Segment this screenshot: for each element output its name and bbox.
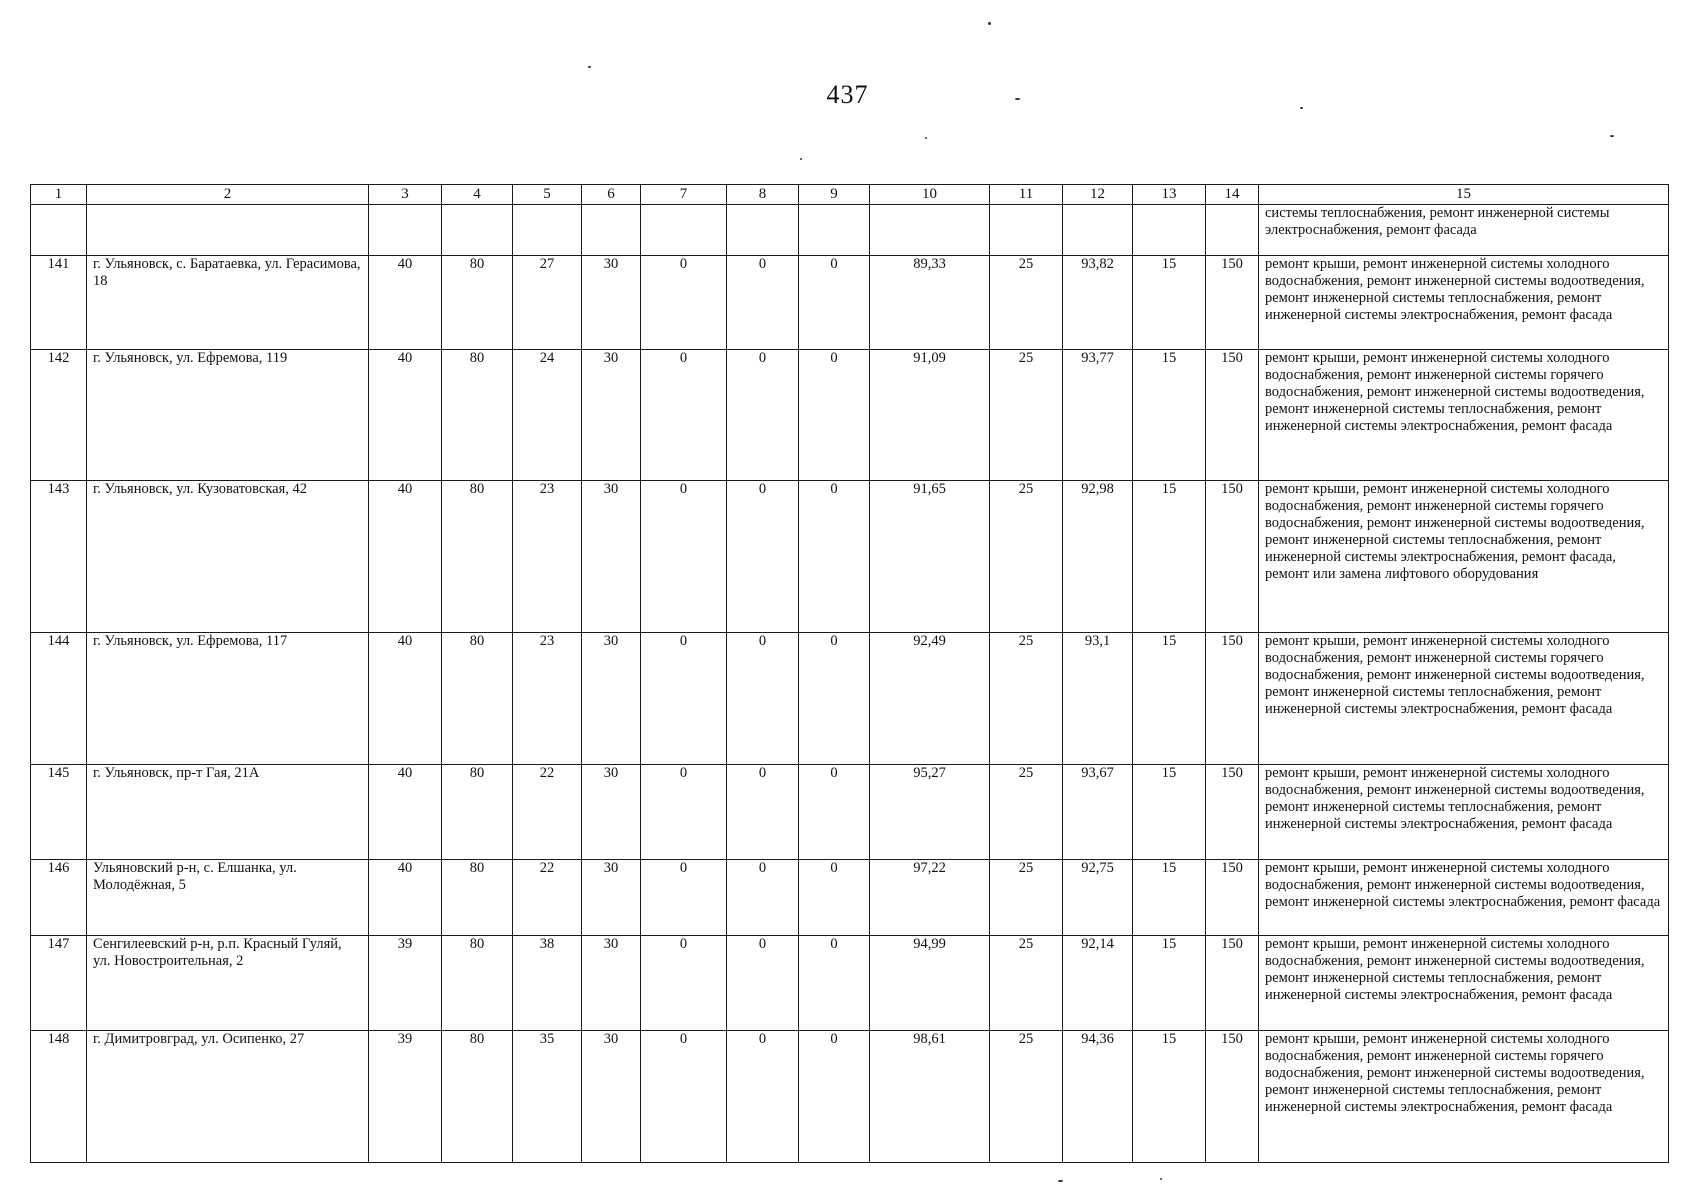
cell: 24 <box>513 350 582 481</box>
cell: 23 <box>513 481 582 633</box>
col-header: 11 <box>990 185 1063 205</box>
cell: 38 <box>513 936 582 1031</box>
cell: 150 <box>1206 765 1259 860</box>
cell: 80 <box>442 481 513 633</box>
cell: 0 <box>641 860 727 936</box>
cell: 15 <box>1133 481 1206 633</box>
col-header: 14 <box>1206 185 1259 205</box>
col-header: 4 <box>442 185 513 205</box>
cell: 27 <box>513 256 582 350</box>
cell: 93,67 <box>1063 765 1133 860</box>
cell: 30 <box>582 256 641 350</box>
row-number: 142 <box>31 350 87 481</box>
address-cell: г. Ульяновск, пр-т Гая, 21А <box>87 765 369 860</box>
row-number: 141 <box>31 256 87 350</box>
table-row <box>31 936 1669 1031</box>
row-number: 145 <box>31 765 87 860</box>
row-number: 147 <box>31 936 87 1031</box>
cell: 30 <box>582 481 641 633</box>
cell: 150 <box>1206 936 1259 1031</box>
cell: 0 <box>641 936 727 1031</box>
cell: 80 <box>442 256 513 350</box>
cell: 0 <box>799 1031 870 1163</box>
cell: 92,49 <box>870 633 990 765</box>
col-header: 5 <box>513 185 582 205</box>
cell: 94,36 <box>1063 1031 1133 1163</box>
cell: 89,33 <box>870 256 990 350</box>
table-row <box>31 860 1669 936</box>
works-cell: ремонт крыши, ремонт инженерной системы холодного водоснабжения, ремонт инженерной системы горячего водоснабжения, ремонт инженерной системы водоотведения, ремонт инженерной системы теплоснабжения, ремонт инженерной системы электроснабжения, ремонт фасада <box>1259 633 1669 765</box>
cell: 40 <box>369 481 442 633</box>
cell: 0 <box>727 1031 799 1163</box>
cell: 15 <box>1133 633 1206 765</box>
address-cell: г. Ульяновск, с. Баратаевка, ул. Герасимова, 18 <box>87 256 369 350</box>
continuation-row <box>31 205 1669 256</box>
scan-speck <box>988 22 991 25</box>
cell: 92,98 <box>1063 481 1133 633</box>
scan-speck <box>1300 107 1303 109</box>
col-header: 13 <box>1133 185 1206 205</box>
cell: 80 <box>442 1031 513 1163</box>
works-cell: ремонт крыши, ремонт инженерной системы холодного водоснабжения, ремонт инженерной системы горячего водоснабжения, ремонт инженерной системы водоотведения, ремонт инженерной системы теплоснабжения, ремонт инженерной системы электроснабжения, ремонт фасада, ремонт или замена лифтового оборудования <box>1259 481 1669 633</box>
cell: 30 <box>582 1031 641 1163</box>
col-header: 3 <box>369 185 442 205</box>
housing-repair-table <box>30 184 1669 1163</box>
cell: 92,75 <box>1063 860 1133 936</box>
cell: 150 <box>1206 860 1259 936</box>
address-cell: г. Ульяновск, ул. Кузоватовская, 42 <box>87 481 369 633</box>
cell: 30 <box>582 350 641 481</box>
cell: 92,14 <box>1063 936 1133 1031</box>
cell: 95,27 <box>870 765 990 860</box>
cell: 91,09 <box>870 350 990 481</box>
cell: 0 <box>799 481 870 633</box>
cell: 94,99 <box>870 936 990 1031</box>
row-number: 144 <box>31 633 87 765</box>
cell: 39 <box>369 936 442 1031</box>
cell: 93,77 <box>1063 350 1133 481</box>
cell: 30 <box>582 765 641 860</box>
table-row <box>31 350 1669 481</box>
cell: 15 <box>1133 860 1206 936</box>
cell: 0 <box>727 256 799 350</box>
cell: 97,22 <box>870 860 990 936</box>
cell: 80 <box>442 350 513 481</box>
cell: 0 <box>727 350 799 481</box>
cell: 0 <box>727 936 799 1031</box>
cell: 15 <box>1133 936 1206 1031</box>
cell: 30 <box>582 936 641 1031</box>
cell: 25 <box>990 256 1063 350</box>
cell: 0 <box>641 256 727 350</box>
cell: 22 <box>513 860 582 936</box>
cell: 22 <box>513 765 582 860</box>
row-number: 143 <box>31 481 87 633</box>
cell: 15 <box>1133 765 1206 860</box>
table-row <box>31 765 1669 860</box>
col-header: 7 <box>641 185 727 205</box>
cell: 35 <box>513 1031 582 1163</box>
col-header: 8 <box>727 185 799 205</box>
scan-speck <box>1610 135 1614 137</box>
scan-speck <box>1160 1178 1162 1180</box>
address-cell: Сенгилеевский р-н, р.п. Красный Гуляй, ул. Новостроительная, 2 <box>87 936 369 1031</box>
cell: 150 <box>1206 256 1259 350</box>
cell: 23 <box>513 633 582 765</box>
cell: 0 <box>799 256 870 350</box>
cell: 25 <box>990 350 1063 481</box>
cell: 15 <box>1133 1031 1206 1163</box>
scan-speck <box>1058 1180 1063 1182</box>
address-cell: г. Димитровград, ул. Осипенко, 27 <box>87 1031 369 1163</box>
works-cell: ремонт крыши, ремонт инженерной системы холодного водоснабжения, ремонт инженерной системы водоотведения, ремонт инженерной системы теплоснабжения, ремонт инженерной системы электроснабжения, ремонт фасада <box>1259 936 1669 1031</box>
cell: 150 <box>1206 350 1259 481</box>
cell: 150 <box>1206 633 1259 765</box>
cell: 25 <box>990 633 1063 765</box>
col-header: 2 <box>87 185 369 205</box>
col-header: 1 <box>31 185 87 205</box>
column-number-header <box>31 185 1669 205</box>
table-row <box>31 481 1669 633</box>
cell: 0 <box>799 350 870 481</box>
cell: 39 <box>369 1031 442 1163</box>
row-number: 148 <box>31 1031 87 1163</box>
works-cell: ремонт крыши, ремонт инженерной системы холодного водоснабжения, ремонт инженерной системы водоотведения, ремонт инженерной системы теплоснабжения, ремонт инженерной системы электроснабжения, ремонт фасада <box>1259 765 1669 860</box>
cell: 25 <box>990 936 1063 1031</box>
cell: 15 <box>1133 350 1206 481</box>
table-row <box>31 256 1669 350</box>
cell: 80 <box>442 860 513 936</box>
cell: 25 <box>990 765 1063 860</box>
cell: 0 <box>799 765 870 860</box>
cell: 25 <box>990 860 1063 936</box>
cell: 93,82 <box>1063 256 1133 350</box>
cell: 25 <box>990 1031 1063 1163</box>
cell: 0 <box>727 481 799 633</box>
col-header: 9 <box>799 185 870 205</box>
cell: 98,61 <box>870 1031 990 1163</box>
cell: 0 <box>641 481 727 633</box>
cell: 0 <box>727 633 799 765</box>
cell: 150 <box>1206 1031 1259 1163</box>
works-cell: ремонт крыши, ремонт инженерной системы холодного водоснабжения, ремонт инженерной системы горячего водоснабжения, ремонт инженерной системы водоотведения, ремонт инженерной системы теплоснабжения, ремонт инженерной системы электроснабжения, ремонт фасада <box>1259 1031 1669 1163</box>
cell: 0 <box>727 860 799 936</box>
cell: 30 <box>582 860 641 936</box>
col-header: 6 <box>582 185 641 205</box>
cell: 93,1 <box>1063 633 1133 765</box>
table-row <box>31 1031 1669 1163</box>
col-header: 15 <box>1259 185 1669 205</box>
cell: 0 <box>641 633 727 765</box>
scan-speck <box>1015 98 1020 100</box>
scan-speck <box>800 158 802 160</box>
cell: 0 <box>641 1031 727 1163</box>
cell: 91,65 <box>870 481 990 633</box>
cell: 30 <box>582 633 641 765</box>
cell: 25 <box>990 481 1063 633</box>
cell: 40 <box>369 350 442 481</box>
works-cell: системы теплоснабжения, ремонт инженерной системы электроснабжения, ремонт фасада <box>1259 205 1669 256</box>
cell: 40 <box>369 256 442 350</box>
works-cell: ремонт крыши, ремонт инженерной системы холодного водоснабжения, ремонт инженерной системы водоотведения, ремонт инженерной системы электроснабжения, ремонт фасада <box>1259 860 1669 936</box>
cell: 15 <box>1133 256 1206 350</box>
works-cell: ремонт крыши, ремонт инженерной системы холодного водоснабжения, ремонт инженерной системы горячего водоснабжения, ремонт инженерной системы водоотведения, ремонт инженерной системы теплоснабжения, ремонт инженерной системы электроснабжения, ремонт фасада <box>1259 350 1669 481</box>
cell: 40 <box>369 765 442 860</box>
cell: 150 <box>1206 481 1259 633</box>
cell: 0 <box>641 350 727 481</box>
cell: 80 <box>442 765 513 860</box>
cell: 0 <box>799 633 870 765</box>
cell: 40 <box>369 633 442 765</box>
cell: 40 <box>369 860 442 936</box>
cell: 0 <box>799 860 870 936</box>
cell: 80 <box>442 936 513 1031</box>
cell: 0 <box>727 765 799 860</box>
page-number: 437 <box>826 80 869 109</box>
cell: 0 <box>641 765 727 860</box>
works-cell: ремонт крыши, ремонт инженерной системы холодного водоснабжения, ремонт инженерной системы водоотведения, ремонт инженерной системы теплоснабжения, ремонт инженерной системы электроснабжения, ремонт фасада <box>1259 256 1669 350</box>
scan-speck <box>925 137 927 139</box>
table-row <box>31 633 1669 765</box>
cell: 0 <box>799 936 870 1031</box>
cell: 80 <box>442 633 513 765</box>
address-cell: г. Ульяновск, ул. Ефремова, 117 <box>87 633 369 765</box>
row-number: 146 <box>31 860 87 936</box>
address-cell: Ульяновский р-н, с. Елшанка, ул. Молодёжная, 5 <box>87 860 369 936</box>
address-cell: г. Ульяновск, ул. Ефремова, 119 <box>87 350 369 481</box>
scan-speck <box>588 66 591 68</box>
col-header: 10 <box>870 185 990 205</box>
col-header: 12 <box>1063 185 1133 205</box>
